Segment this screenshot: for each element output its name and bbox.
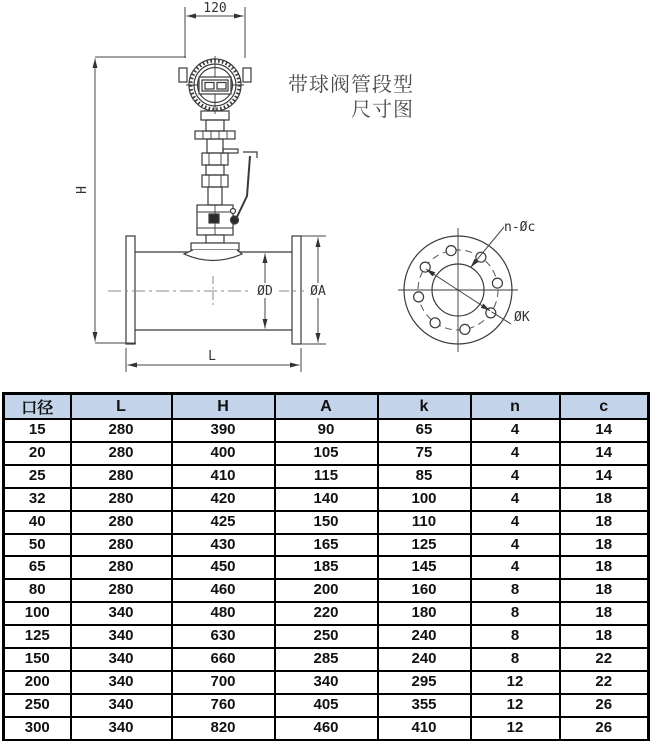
table-cell: 340 (275, 671, 378, 694)
table-row (4, 717, 649, 740)
table-cell: 390 (172, 419, 275, 442)
transmitter-head (179, 56, 251, 114)
table-cell: 410 (172, 465, 275, 488)
table-cell: 90 (275, 419, 378, 442)
right-mount-tab (243, 68, 251, 82)
dim-label-ok: ØK (514, 310, 530, 325)
table-row (4, 465, 649, 488)
flowmeter-front-view (108, 56, 325, 344)
table-row (4, 602, 649, 625)
table-cell: 4 (471, 511, 560, 534)
table-cell: 280 (71, 488, 172, 511)
flange-end-view (398, 227, 518, 352)
table-cell: 450 (172, 556, 275, 579)
table-cell: 165 (275, 534, 378, 557)
table-cell: 280 (71, 556, 172, 579)
dim-label-l: L (208, 349, 216, 364)
table-row (4, 671, 649, 694)
end-view-dimensions (426, 227, 511, 324)
table-cell: 280 (71, 511, 172, 534)
table-row (4, 488, 649, 511)
table-cell: 760 (172, 694, 275, 717)
table-cell: 18 (560, 534, 649, 557)
table-cell: 295 (378, 671, 471, 694)
table-cell: 280 (71, 534, 172, 557)
table-cell: 25 (4, 465, 71, 488)
table-cell: 8 (471, 625, 560, 648)
table-row (4, 648, 649, 671)
left-mount-tab (179, 68, 187, 82)
table-row (4, 625, 649, 648)
table-cell: 12 (471, 717, 560, 740)
table-cell: 125 (378, 534, 471, 557)
dim-label-oa: ØA (310, 284, 326, 299)
header-n: n (471, 394, 560, 420)
table-cell: 18 (560, 556, 649, 579)
table-cell: 150 (275, 511, 378, 534)
valve-handle (236, 156, 250, 219)
header-c: c (560, 394, 649, 420)
table-cell: 145 (378, 556, 471, 579)
table-row (4, 419, 649, 442)
table-cell: 18 (560, 602, 649, 625)
table-cell: 15 (4, 419, 71, 442)
table-cell: 285 (275, 648, 378, 671)
table-cell: 22 (560, 648, 649, 671)
header-a: A (275, 394, 378, 420)
table-cell: 4 (471, 419, 560, 442)
table-cell: 660 (172, 648, 275, 671)
right-flange (292, 236, 301, 344)
table-cell: 65 (4, 556, 71, 579)
table-cell: 4 (471, 488, 560, 511)
table-cell: 460 (172, 579, 275, 602)
table-cell: 4 (471, 442, 560, 465)
table-cell: 280 (71, 419, 172, 442)
table-cell: 340 (71, 625, 172, 648)
table-cell: 340 (71, 602, 172, 625)
dim-label-od: ØD (257, 284, 273, 299)
table-cell: 65 (378, 419, 471, 442)
table-cell: 400 (172, 442, 275, 465)
table-cell: 20 (4, 442, 71, 465)
table-cell: 18 (560, 579, 649, 602)
table-cell: 180 (378, 602, 471, 625)
table-cell: 32 (4, 488, 71, 511)
table-row (4, 556, 649, 579)
table-cell: 340 (71, 648, 172, 671)
table-cell: 250 (275, 625, 378, 648)
table-cell: 4 (471, 534, 560, 557)
table-cell: 22 (560, 671, 649, 694)
table-cell: 75 (378, 442, 471, 465)
table-cell: 480 (172, 602, 275, 625)
table-cell: 425 (172, 511, 275, 534)
table-header-row (4, 394, 649, 420)
dimension-table-body (4, 419, 649, 740)
table-cell: 200 (275, 579, 378, 602)
table-row (4, 442, 649, 465)
dim-label-h: H (75, 186, 90, 194)
table-cell: 26 (560, 717, 649, 740)
table-cell: 40 (4, 511, 71, 534)
header-diameter: 口径 (4, 394, 71, 420)
mounting-saddle (184, 235, 242, 261)
table-cell: 430 (172, 534, 275, 557)
table-cell: 110 (378, 511, 471, 534)
table-cell: 12 (471, 671, 560, 694)
dimension-lines (95, 7, 326, 372)
table-cell: 340 (71, 671, 172, 694)
table-cell: 125 (4, 625, 71, 648)
table-cell: 280 (71, 579, 172, 602)
header-l: L (71, 394, 172, 420)
table-row (4, 694, 649, 717)
table-cell: 14 (560, 419, 649, 442)
table-cell: 460 (275, 717, 378, 740)
table-row (4, 579, 649, 602)
drawing-labels (75, 1, 535, 364)
table-cell: 80 (4, 579, 71, 602)
table-cell: 8 (471, 602, 560, 625)
table-cell: 160 (378, 579, 471, 602)
drawing-title-line2: 尺寸图 (351, 97, 414, 121)
table-cell: 340 (71, 717, 172, 740)
table-cell: 50 (4, 534, 71, 557)
table-cell: 105 (275, 442, 378, 465)
table-cell: 420 (172, 488, 275, 511)
table-cell: 140 (275, 488, 378, 511)
table-cell: 280 (71, 465, 172, 488)
table-cell: 4 (471, 465, 560, 488)
table-cell: 200 (4, 671, 71, 694)
table-cell: 820 (172, 717, 275, 740)
table-cell: 300 (4, 717, 71, 740)
table-cell: 115 (275, 465, 378, 488)
table-row (4, 534, 649, 557)
table-cell: 100 (4, 602, 71, 625)
dim-label-120: 120 (203, 1, 227, 16)
table-cell: 12 (471, 694, 560, 717)
table-cell: 8 (471, 648, 560, 671)
table-cell: 405 (275, 694, 378, 717)
table-cell: 220 (275, 602, 378, 625)
table-row (4, 511, 649, 534)
table-cell: 630 (172, 625, 275, 648)
drawing-title-line1: 带球阀管段型 (288, 72, 414, 96)
table-cell: 14 (560, 465, 649, 488)
table-cell: 14 (560, 442, 649, 465)
table-cell: 355 (378, 694, 471, 717)
table-cell: 8 (471, 579, 560, 602)
table-cell: 240 (378, 648, 471, 671)
table-cell: 18 (560, 625, 649, 648)
table-cell: 18 (560, 488, 649, 511)
header-k: k (378, 394, 471, 420)
table-cell: 85 (378, 465, 471, 488)
table-cell: 340 (71, 694, 172, 717)
table-cell: 280 (71, 442, 172, 465)
table-cell: 150 (4, 648, 71, 671)
left-flange (126, 236, 135, 344)
sensor-stem (195, 111, 238, 205)
table-cell: 240 (378, 625, 471, 648)
table-cell: 410 (378, 717, 471, 740)
table-cell: 700 (172, 671, 275, 694)
table-cell: 250 (4, 694, 71, 717)
header-h: H (172, 394, 275, 420)
dimension-table (2, 392, 650, 741)
table-cell: 185 (275, 556, 378, 579)
side-rod (223, 149, 238, 153)
dim-label-noc: n-Øc (504, 220, 536, 235)
table-cell: 100 (378, 488, 471, 511)
table-cell: 18 (560, 511, 649, 534)
table-cell: 26 (560, 694, 649, 717)
table-cell: 4 (471, 556, 560, 579)
